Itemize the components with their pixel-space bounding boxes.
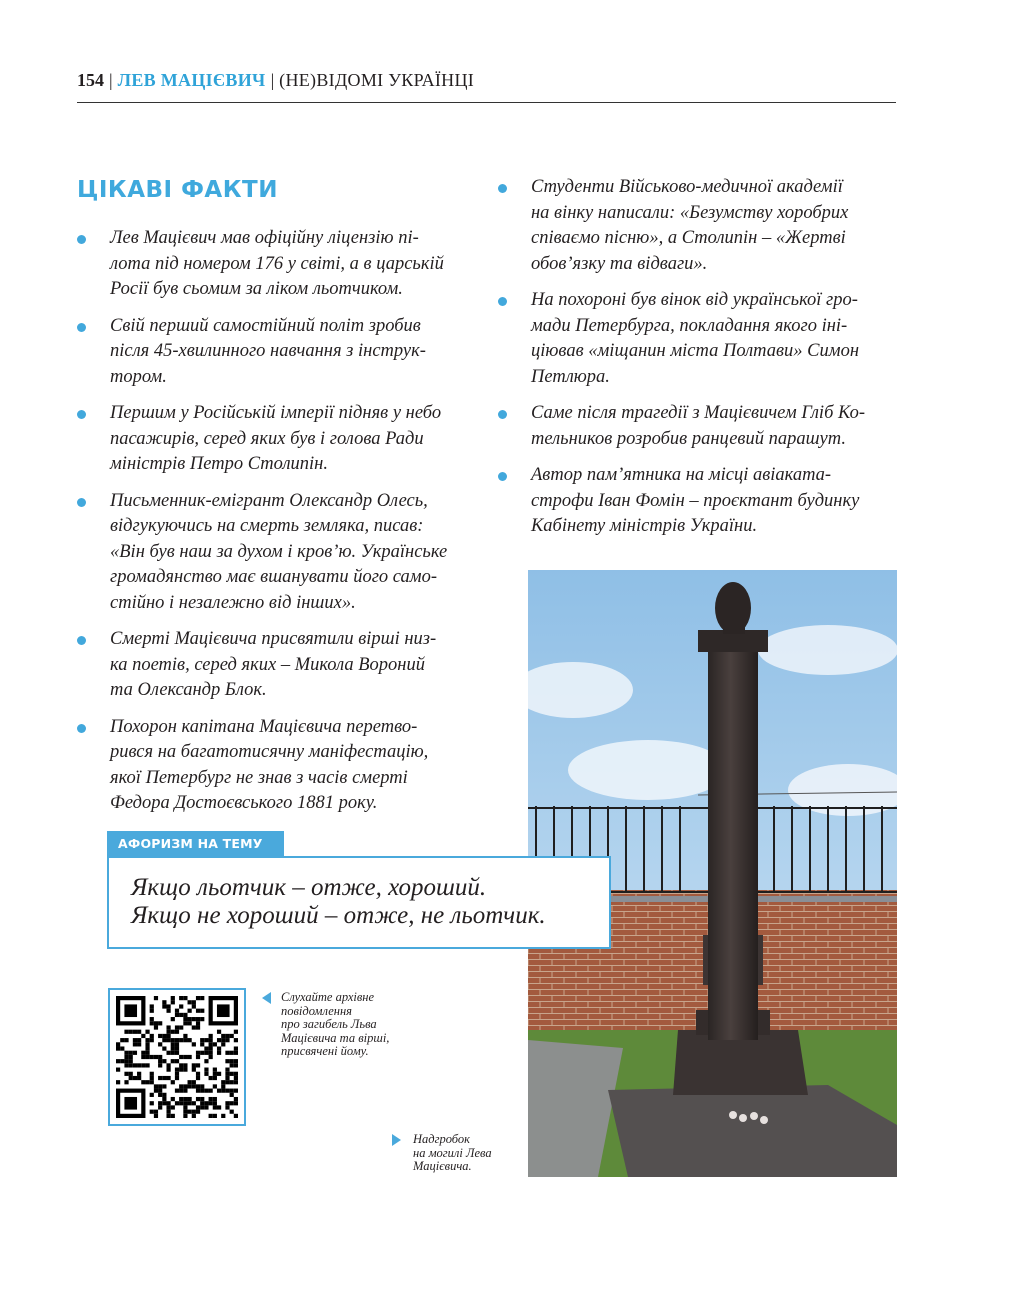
fact-line: стійно і незалежно від інших». — [110, 592, 356, 613]
bullet-dot — [77, 235, 86, 244]
fact-item — [498, 175, 898, 277]
header-separator: | — [270, 70, 275, 90]
fact-item — [77, 314, 477, 391]
fact-line: ціював «міщанин міста Полтави» Симон — [531, 341, 859, 361]
audio-note-text — [281, 991, 431, 1059]
bullet-dot — [77, 410, 86, 419]
fact-line: тельников розробив ранцевий парашут. — [531, 428, 846, 449]
fact-item — [498, 463, 898, 540]
fact-line: громадянство має вшанувати його само- — [110, 567, 438, 587]
bullet-dot — [498, 472, 507, 481]
bullet-dot — [498, 410, 507, 419]
fact-line: Студенти Військово-медичної академії — [531, 177, 843, 197]
fact-item — [77, 489, 477, 617]
note-line: Мацієвича. — [413, 1159, 472, 1173]
fact-line: міністрів Петро Столипін. — [110, 454, 328, 474]
bullet-dot — [77, 724, 86, 733]
photo-caption-text — [413, 1133, 538, 1174]
aphorism-label: АФОРИЗМ НА ТЕМУ — [107, 831, 284, 856]
fact-line: Автор пам’ятника на місці авіаката- — [531, 465, 832, 485]
fact-line: обов’язку та відваги». — [531, 253, 708, 274]
note-line: присвячені йому. — [281, 1044, 369, 1058]
person-name: ЛЕВ МАЦІЄВИЧ — [117, 70, 266, 90]
fact-line: Федора Достоєвського 1881 року. — [110, 793, 378, 813]
bullet-dot — [498, 184, 507, 193]
fact-line: Саме після трагедії з Мацієвичем Гліб Ко- — [531, 403, 865, 423]
fact-item — [77, 627, 477, 704]
fact-line: «Він був наш за духом і кров’ю. Українське — [110, 541, 448, 562]
section-title: ЦІКАВІ ФАКТИ — [77, 177, 278, 203]
fact-line: Росії був сьомим за ліком льотчиком. — [110, 279, 403, 299]
aphorism-box — [107, 856, 611, 949]
fact-line: рився на багатотисячну маніфестацію, — [110, 742, 429, 762]
fact-line: Кабінету міністрів України. — [531, 516, 758, 536]
note-line: на могилі Лева — [413, 1145, 492, 1160]
photo-caption — [392, 1133, 538, 1174]
fact-line: На похороні був вінок від української гро- — [531, 290, 858, 310]
bullet-dot — [77, 498, 86, 507]
note-line: Слухайте архівне — [281, 990, 375, 1004]
bullet-dot — [498, 297, 507, 306]
fact-line: Похорон капітана Мацієвича перетво- — [110, 716, 418, 737]
page-number: 154 — [77, 70, 104, 90]
note-line: Мацієвича та вірші, — [281, 1030, 390, 1045]
triangle-right-icon — [392, 1134, 401, 1146]
series-title: (НЕ)ВІДОМІ УКРАЇНЦІ — [279, 70, 475, 90]
fact-line: Смерті Мацієвича присвятили вірші низ- — [110, 629, 437, 649]
facts-list-left — [77, 226, 477, 828]
triangle-left-icon — [262, 992, 271, 1004]
facts-list-right — [498, 175, 898, 551]
running-head — [77, 68, 896, 92]
fact-item — [77, 226, 477, 303]
bullet-dot — [77, 323, 86, 332]
header-separator: | — [109, 70, 113, 90]
note-line: Надгробок — [413, 1132, 471, 1146]
page-header — [77, 68, 896, 103]
fact-item — [77, 401, 477, 478]
aphorism-line-2: Якщо не хороший – отже, не льотчик. — [131, 902, 546, 929]
fact-line: мади Петербурга, покладання якого іні- — [531, 315, 848, 336]
fact-line: лота під номером 176 у світі, а в царській — [110, 253, 444, 274]
fact-line: тором. — [110, 366, 167, 387]
bullet-dot — [77, 636, 86, 645]
fact-line: на вінку написали: «Безумству хоробрих — [531, 202, 849, 223]
fact-line: Першим у Російській імперії підняв у небо — [110, 403, 442, 423]
fact-item — [498, 288, 898, 390]
fact-item — [77, 715, 477, 817]
fact-line: Петлюра. — [531, 366, 610, 387]
aphorism-line-1: Якщо льотчик – отже, хороший. — [131, 874, 487, 901]
fact-line: якої Петербург не знав з часів смерті — [110, 767, 408, 788]
qr-code-pattern — [116, 996, 238, 1118]
fact-line: строфи Іван Фомін – проєктант будинку — [531, 490, 860, 511]
fact-line: Свій перший самостійний політ зробив — [110, 315, 421, 336]
fact-line: співаємо пісню», а Столипін – «Жертві — [531, 228, 846, 248]
audio-note — [262, 991, 431, 1059]
fact-line: Лев Мацієвич мав офіційну ліцензію пі- — [110, 228, 419, 248]
fact-line: ка поетів, серед яких – Микола Вороний — [110, 654, 425, 675]
fact-line: відгукуючись на смерть земляка, писав: — [110, 516, 424, 536]
fact-line: Письменник-емігрант Олександр Олесь, — [110, 490, 428, 511]
fact-item — [498, 401, 898, 452]
fact-line: та Олександр Блок. — [110, 680, 267, 700]
qr-code[interactable] — [108, 988, 246, 1126]
note-line: про загибель Льва — [281, 1017, 377, 1031]
note-line: повідомлення — [281, 1003, 352, 1018]
fact-line: пасажирів, серед яких був і голова Ради — [110, 428, 424, 449]
fact-line: після 45-хвилинного навчання з інструк- — [110, 341, 426, 361]
